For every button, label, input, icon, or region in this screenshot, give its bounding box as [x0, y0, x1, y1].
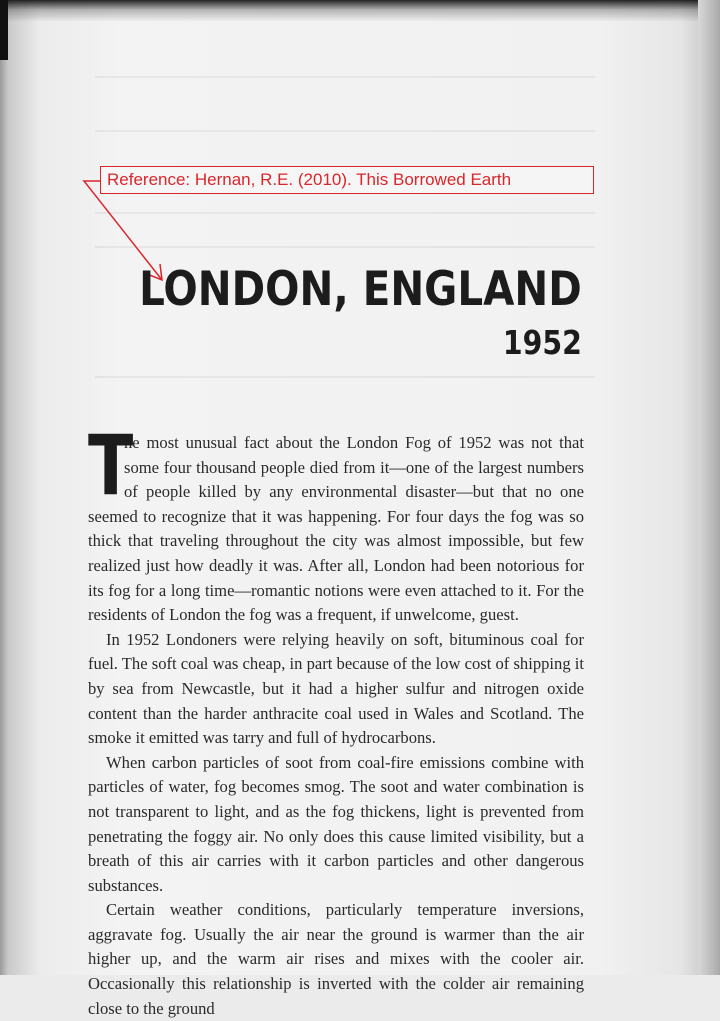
- paragraph: In 1952 Londoners were relying heavily on soft, bituminous coal for fuel. The soft coal was cheap, in part because of the low cost of shipping it by sea from Newcastle, but it had a higher sulfur and nitrogen oxide content than the harder anthracite coal used in Wales and Scotland. The smoke it emitted was tarry and full of hydrocarbons.: [88, 629, 584, 748]
- paragraph: [88, 417, 584, 628]
- body-text: [88, 417, 584, 1021]
- paragraph-text: he most unusual fact about the London Fog of 1952 was not that some four thousand people died from it—one of the largest numbers of people killed by any environmental disaster—but that no one seemed to recognize that it was happening. For four days the fog was so thick that traveling throughout the city was almost impossible, but few realized just how deadly it was. After all, London had been notorious for its fog for a long time—romantic notions were even attached to it. For the residents of London the fog was a frequent, if unwelcome, guest.: [88, 433, 584, 625]
- paragraph: When carbon particles of soot from coal-fire emissions combine with particles of water, fog becomes smog. The soot and water combination is not transparent to light, and as the fog thickens, light is prevented from penetrating the foggy air. No only does this cause limited visibility, but a breath of this air carries with it carbon particles and other dangerous substances.: [88, 752, 584, 895]
- paragraph: Certain weather conditions, particularly temperature inversions, aggravate fog. Usually the air near the ground is warmer than the air higher up, and the warm air rises and mixes with the cooler air. Occasionally this relationship is inverted with the colder air remaining close to the ground: [88, 900, 584, 1018]
- drop-cap: T: [88, 417, 134, 514]
- reference-annotation: Reference: Hernan, R.E. (2010). This Borrowed Earth: [100, 166, 594, 194]
- chapter-year: 1952: [503, 323, 582, 362]
- chapter-title: LONDON, ENGLAND: [139, 262, 582, 317]
